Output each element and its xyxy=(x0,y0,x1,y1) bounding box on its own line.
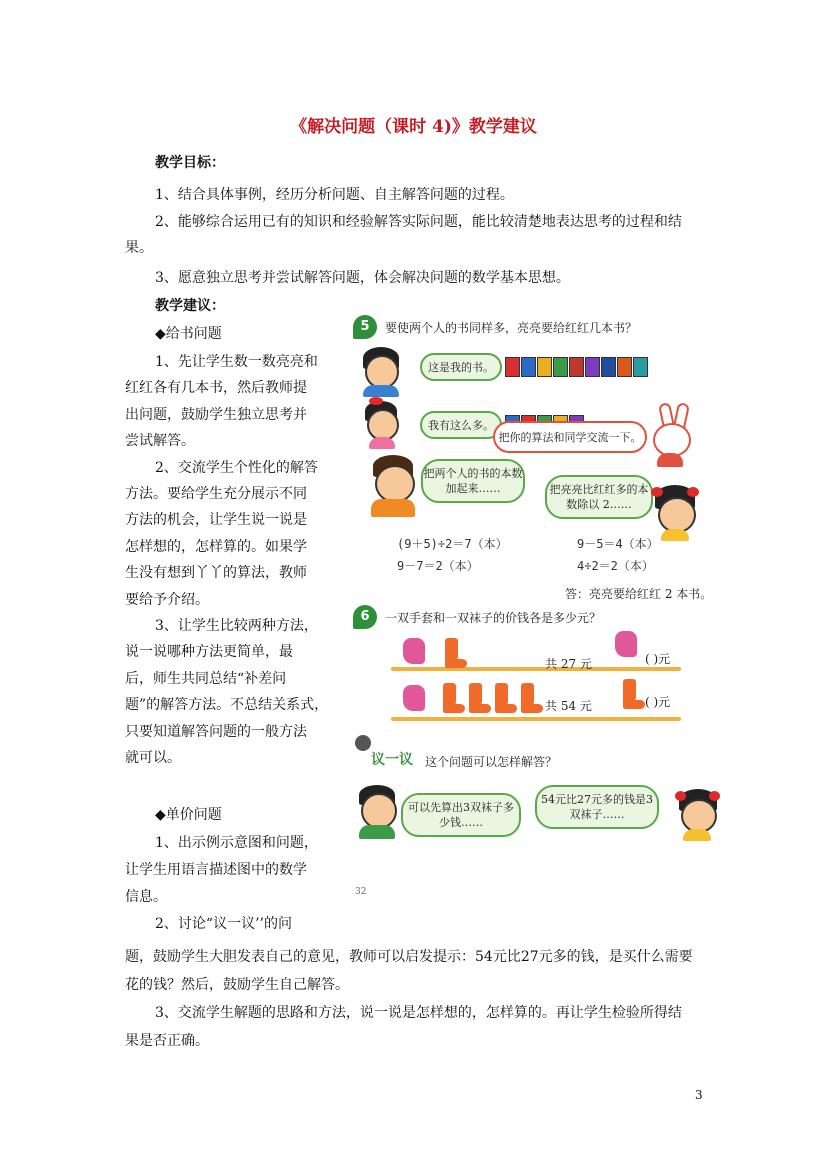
speech-bubble: 我有这么多。 xyxy=(420,411,502,439)
problem-5-badge: 5 xyxy=(353,315,377,339)
text-line: 1、先让学生数一数亮亮和 xyxy=(155,354,318,370)
text-line: 红红各有几本书，然后教师提 xyxy=(125,380,307,397)
text-line: 3、交流学生解题的思路和方法，说一说是怎样想的，怎样算的。再让学生检验所得结 xyxy=(155,1005,682,1021)
book-icon xyxy=(553,357,568,377)
text-line: 尝试解答。 xyxy=(125,433,195,450)
page-number: 3 xyxy=(695,1088,703,1102)
speech-bubble: 这是我的书。 xyxy=(420,353,502,381)
girl-avatar xyxy=(658,497,696,533)
objectives-heading: 教学目标： xyxy=(155,155,225,171)
text-line: 信息。 xyxy=(125,889,167,905)
text-line: 2、讨论“议一议’’的问 xyxy=(155,916,292,932)
bow-icon xyxy=(709,791,720,801)
text-line: 只要知道解答问题的一般方法 xyxy=(125,723,307,740)
price-label: 共 54 元 xyxy=(545,699,592,713)
text-line: 出问题，鼓励学生独立思考并 xyxy=(125,406,307,423)
glove-icon xyxy=(615,631,637,657)
boy-avatar xyxy=(375,465,415,503)
text-line: 方法。要给学生充分展示不同 xyxy=(125,486,307,503)
section-price-body xyxy=(125,830,340,938)
discuss-label: 议一议 xyxy=(371,752,413,768)
text-line: 2、交流学生个性化的解答 xyxy=(155,459,318,476)
girl-shirt xyxy=(683,829,711,841)
girl-shirt xyxy=(661,529,689,541)
equation: 9－5＝4（本） xyxy=(577,537,659,551)
bow-icon xyxy=(687,487,699,497)
answer-text: 答：亮亮要给红红 2 本书。 xyxy=(565,587,713,601)
girl-avatar xyxy=(681,799,717,833)
boy-shirt xyxy=(371,499,415,517)
text-line: 就可以。 xyxy=(125,750,181,767)
sock-icon xyxy=(623,679,636,705)
equation: 9－7＝2（本） xyxy=(397,559,479,573)
section-book-title: ◆给书问题 xyxy=(155,326,222,342)
discuss-question: 这个问题可以怎样解答？ xyxy=(425,755,558,769)
text-line: 果是否正确。 xyxy=(125,1033,209,1049)
text-line: 要给予介绍。 xyxy=(125,591,209,608)
problem-6-badge: 6 xyxy=(353,605,377,629)
sock-icon xyxy=(445,638,458,664)
objective-3: 3、愿意独立思考并尝试解答问题，体会解决问题的数学基本思想。 xyxy=(155,270,570,286)
bow-icon xyxy=(675,791,686,801)
book-icon xyxy=(601,357,616,377)
book-icon xyxy=(537,357,552,377)
book-icon xyxy=(505,357,520,377)
objective-2: 2、能够综合运用已有的知识和经验解答实际问题，能比较清楚地表达思考的过程和结 xyxy=(155,214,682,230)
bow-icon xyxy=(651,487,663,497)
boy-shirt xyxy=(359,825,395,839)
sock-icon xyxy=(443,683,456,709)
full-width-body xyxy=(125,943,693,1055)
text-line: 1、出示例示意图和问题， xyxy=(155,835,318,851)
price-label: 共 27 元 xyxy=(545,657,592,671)
speech-bubble: 把亮亮比红红多的本数除以 2…… xyxy=(545,475,653,519)
text-line: 后，师生共同总结“补差问 xyxy=(125,670,287,687)
bow-icon xyxy=(369,397,383,405)
equation: 4÷2＝2（本） xyxy=(577,559,654,573)
sock-icon xyxy=(521,683,534,709)
sock-icon xyxy=(495,683,508,709)
divider xyxy=(391,667,681,671)
speech-bubble: 54元比27元多的钱是3双袜子…… xyxy=(535,785,659,829)
glove-icon xyxy=(403,638,425,664)
suggestions-heading: 教学建议： xyxy=(155,298,225,314)
section-price-title: ◆单价问题 xyxy=(155,807,222,823)
girl-shirt xyxy=(369,437,395,449)
book-icon xyxy=(569,357,584,377)
text-line: 说一说哪种方法更简单，最 xyxy=(125,644,293,661)
section-book-body xyxy=(125,349,340,772)
text-line: 花的钱？然后，鼓励学生自己解答。 xyxy=(125,977,349,993)
answer-blank: ( )元 xyxy=(645,695,671,709)
problem-5-question: 要使两个人的书同样多，亮亮要给红红几本书？ xyxy=(385,321,638,335)
rabbit-avatar xyxy=(653,423,691,457)
boy-shirt xyxy=(363,385,399,397)
rabbit-body xyxy=(657,453,683,467)
microphone-icon xyxy=(355,735,371,751)
textbook-figure xyxy=(345,305,730,905)
objective-1: 1、结合具体事例，经历分析问题、自主解答问题的过程。 xyxy=(155,187,514,203)
speech-bubble: 可以先算出3双袜子多少钱…… xyxy=(401,793,521,837)
book-icon xyxy=(617,357,632,377)
text-line: 让学生用语言描述图中的数学 xyxy=(125,862,307,878)
text-line: 3、让学生比较两种方法， xyxy=(155,618,318,635)
boy-avatar xyxy=(361,793,397,829)
text-line: 怎样想的，怎样算的。如果学 xyxy=(125,538,307,555)
text-line: 题，鼓励学生大胆发表自己的意见，教师可以启发提示：54元比27元多的钱，是买什么需要 xyxy=(125,949,693,965)
book-icon xyxy=(585,357,600,377)
page-title: 《解决问题（课时 4)》教学建议 xyxy=(290,117,537,137)
text-line: 题”的解答方法。不总结关系式， xyxy=(125,697,329,714)
problem-6-question: 一双手套和一双袜子的价钱各是多少元？ xyxy=(385,611,602,625)
text-line: 方法的机会，让学生说一说是 xyxy=(125,512,307,529)
book-icon xyxy=(521,357,536,377)
book-icon xyxy=(633,357,648,377)
divider xyxy=(391,717,681,721)
textbook-page-number: 32 xyxy=(355,887,367,897)
glove-icon xyxy=(403,685,425,711)
sock-icon xyxy=(469,683,482,709)
answer-blank: ( )元 xyxy=(645,652,671,666)
equation: (9＋5)÷2＝7（本） xyxy=(397,537,508,551)
speech-bubble: 把你的算法和同学交流一下。 xyxy=(493,421,647,453)
boy-avatar xyxy=(365,355,399,389)
speech-bubble: 把两个人的书的本数加起来…… xyxy=(421,459,525,503)
objective-2-cont: 果。 xyxy=(125,240,153,256)
text-line: 生没有想到丫丫的算法，教师 xyxy=(125,565,307,582)
